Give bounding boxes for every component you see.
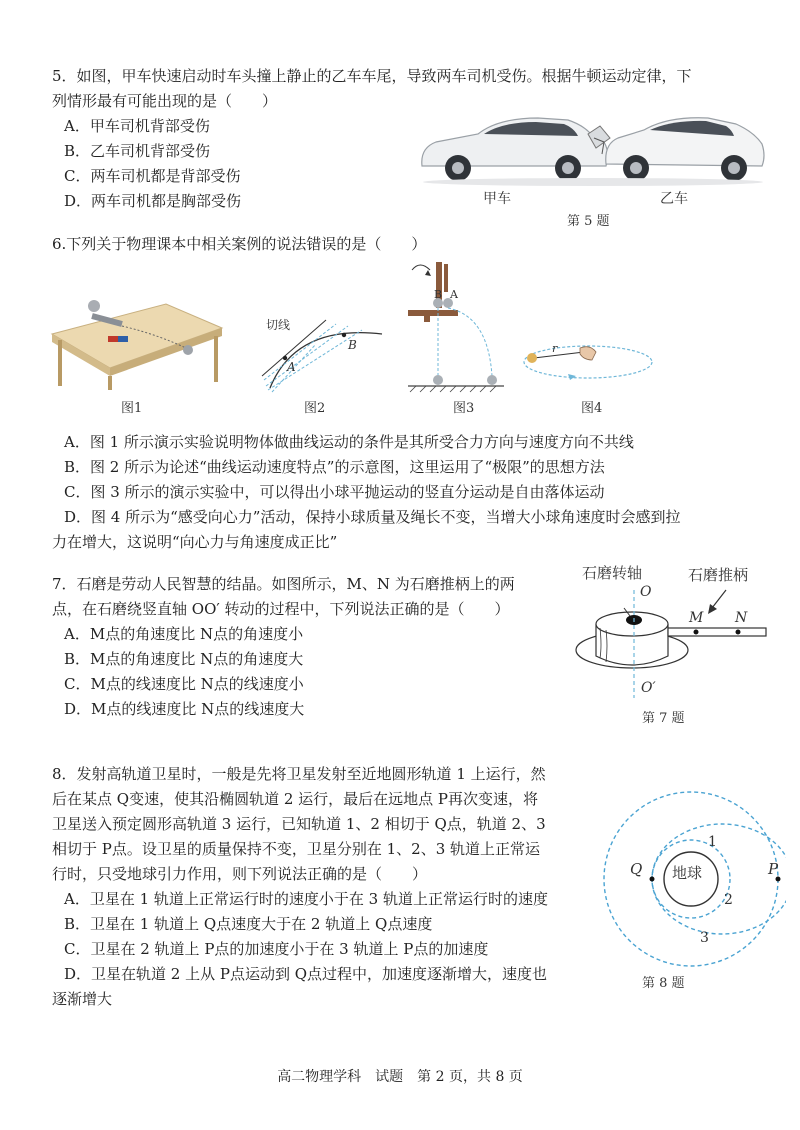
q8-stem-line5: 行时，只受地球引力作用，则下列说法正确的是（ ）: [52, 865, 428, 883]
q8-stem-line2: 后在某点 Q变速，使其沿椭圆轨道 2 运行，最后在远地点 P再次变速，将: [52, 790, 539, 808]
label-orbit-2: 2: [724, 892, 733, 908]
figure-7-millstone: [572, 584, 768, 700]
figure-3-label: 图3: [453, 401, 475, 416]
label-point-n: N: [735, 610, 748, 626]
q8-option-a: A．卫星在 1 轨道上正常运行时的速度小于在 3 轨道上正常运行时的速度: [64, 890, 548, 908]
q8-option-b: B．卫星在 1 轨道上 Q点速度大于在 2 轨道上 Q点速度: [64, 915, 433, 933]
label-orbit-1: 1: [708, 834, 717, 850]
label-millstone-shaft: 石磨转轴: [582, 564, 643, 582]
q7-option-a: A．M点的角速度比 N点的角速度小: [64, 625, 304, 643]
label-earth: 地球: [672, 864, 703, 882]
q5-caption: 第 5 题: [567, 214, 610, 229]
page-footer: 高二物理学科 试题 第 2 页，共 8 页: [277, 1069, 523, 1085]
q5-option-d: D．两车司机都是胸部受伤: [64, 192, 242, 210]
label-millstone-handle: 石磨推柄: [688, 566, 749, 584]
q8-stem-line4: 相切于 P点。设卫星的质量保持不变，卫星分别在 1、2、3 轨道上正常运: [52, 840, 541, 858]
label-point-m: M: [689, 610, 704, 626]
figure-2-point-b: B: [348, 338, 357, 352]
q6-option-c: C．图 3 所示的演示实验中，可以得出小球平抛运动的竖直分运动是自由落体运动: [64, 483, 605, 501]
q7-option-b: B．M点的角速度比 N点的角速度大: [64, 650, 304, 668]
figure-3-point-a: A: [450, 288, 458, 301]
figure-2-point-a: A: [287, 360, 296, 374]
q7-caption: 第 7 题: [642, 711, 685, 726]
label-axis-o: O: [640, 584, 652, 600]
q5-stem-line1: 5．如图，甲车快速启动时车头撞上静止的乙车车尾，导致两车司机受伤。根据牛顿运动定律，下: [52, 67, 692, 85]
q6-option-a: A．图 1 所示演示实验说明物体做曲线运动的条件是其所受合力方向与速度方向不共线: [64, 433, 634, 451]
q8-option-c: C．卫星在 2 轨道上 P点的加速度小于在 3 轨道上 P点的加速度: [64, 940, 489, 958]
q8-option-d-line2: 逐渐增大: [52, 990, 113, 1008]
q6-option-d-line1: D．图 4 所示为“感受向心力”活动，保持小球质量及绳长不变，当增大小球角速度时会感到拉: [64, 508, 681, 526]
question-6-stem: [52, 232, 772, 257]
car-crash-image: [418, 108, 768, 188]
figure-3-point-b: B: [434, 288, 443, 301]
figure-2-tangent-label: 切线: [266, 318, 291, 332]
q8-option-d-line1: D．卫星在轨道 2 上从 P点运动到 Q点过程中，加速度逐渐增大，速度也: [64, 965, 548, 983]
question-8: [52, 762, 592, 1012]
q8-stem-line1: 8．发射高轨道卫星时，一般是先将卫星发射至近地圆形轨道 1 上运行，然: [52, 765, 546, 783]
q5-option-b: B．乙车司机背部受伤: [64, 142, 211, 160]
figure-4-radius-r: r: [552, 342, 558, 355]
question-7: [52, 572, 552, 722]
label-car-b: 乙车: [660, 191, 688, 207]
figure-1-table-magnet: [48, 290, 224, 390]
figure-2-label: 图2: [304, 401, 326, 416]
figure-4-string-rotation: [518, 336, 658, 386]
label-orbit-3: 3: [700, 930, 709, 946]
q7-stem-line2: 点，在石磨绕竖直轴 OO′ 转动的过程中，下列说法正确的是（ ）: [52, 600, 510, 618]
q8-caption: 第 8 题: [642, 976, 685, 991]
label-point-q: Q: [630, 860, 643, 878]
q5-stem-line2: 列情形最有可能出现的是（ ）: [52, 92, 278, 110]
q7-option-c: C．M点的线速度比 N点的线速度小: [64, 675, 304, 693]
figure-3-projectile-apparatus: [400, 256, 510, 396]
label-axis-o-prime: O′: [641, 680, 656, 696]
question-6-options: [52, 430, 772, 555]
q6-stem: 6.下列关于物理课本中相关案例的说法错误的是（ ）: [52, 235, 427, 253]
figure-4-label: 图4: [581, 401, 603, 416]
q5-option-a: A．甲车司机背部受伤: [64, 117, 210, 135]
label-point-p: P: [768, 860, 779, 878]
q6-option-d-line2: 力在增大，这说明“向心力与角速度成正比”: [52, 533, 338, 551]
q5-option-c: C．两车司机都是背部受伤: [64, 167, 241, 185]
q7-option-d: D．M点的线速度比 N点的线速度大: [64, 700, 305, 718]
q8-stem-line3: 卫星送入预定圆形高轨道 3 运行，已知轨道 1、2 相切于 Q点，轨道 2、3: [52, 815, 546, 833]
q6-option-b: B．图 2 所示为论述“曲线运动速度特点”的示意图，这里运用了“极限”的思想方法: [64, 458, 605, 476]
label-car-a: 甲车: [483, 191, 511, 207]
figure-1-label: 图1: [121, 401, 143, 416]
q7-stem-line1: 7．石磨是劳动人民智慧的结晶。如图所示，M、N 为石磨推柄上的两: [52, 575, 515, 593]
